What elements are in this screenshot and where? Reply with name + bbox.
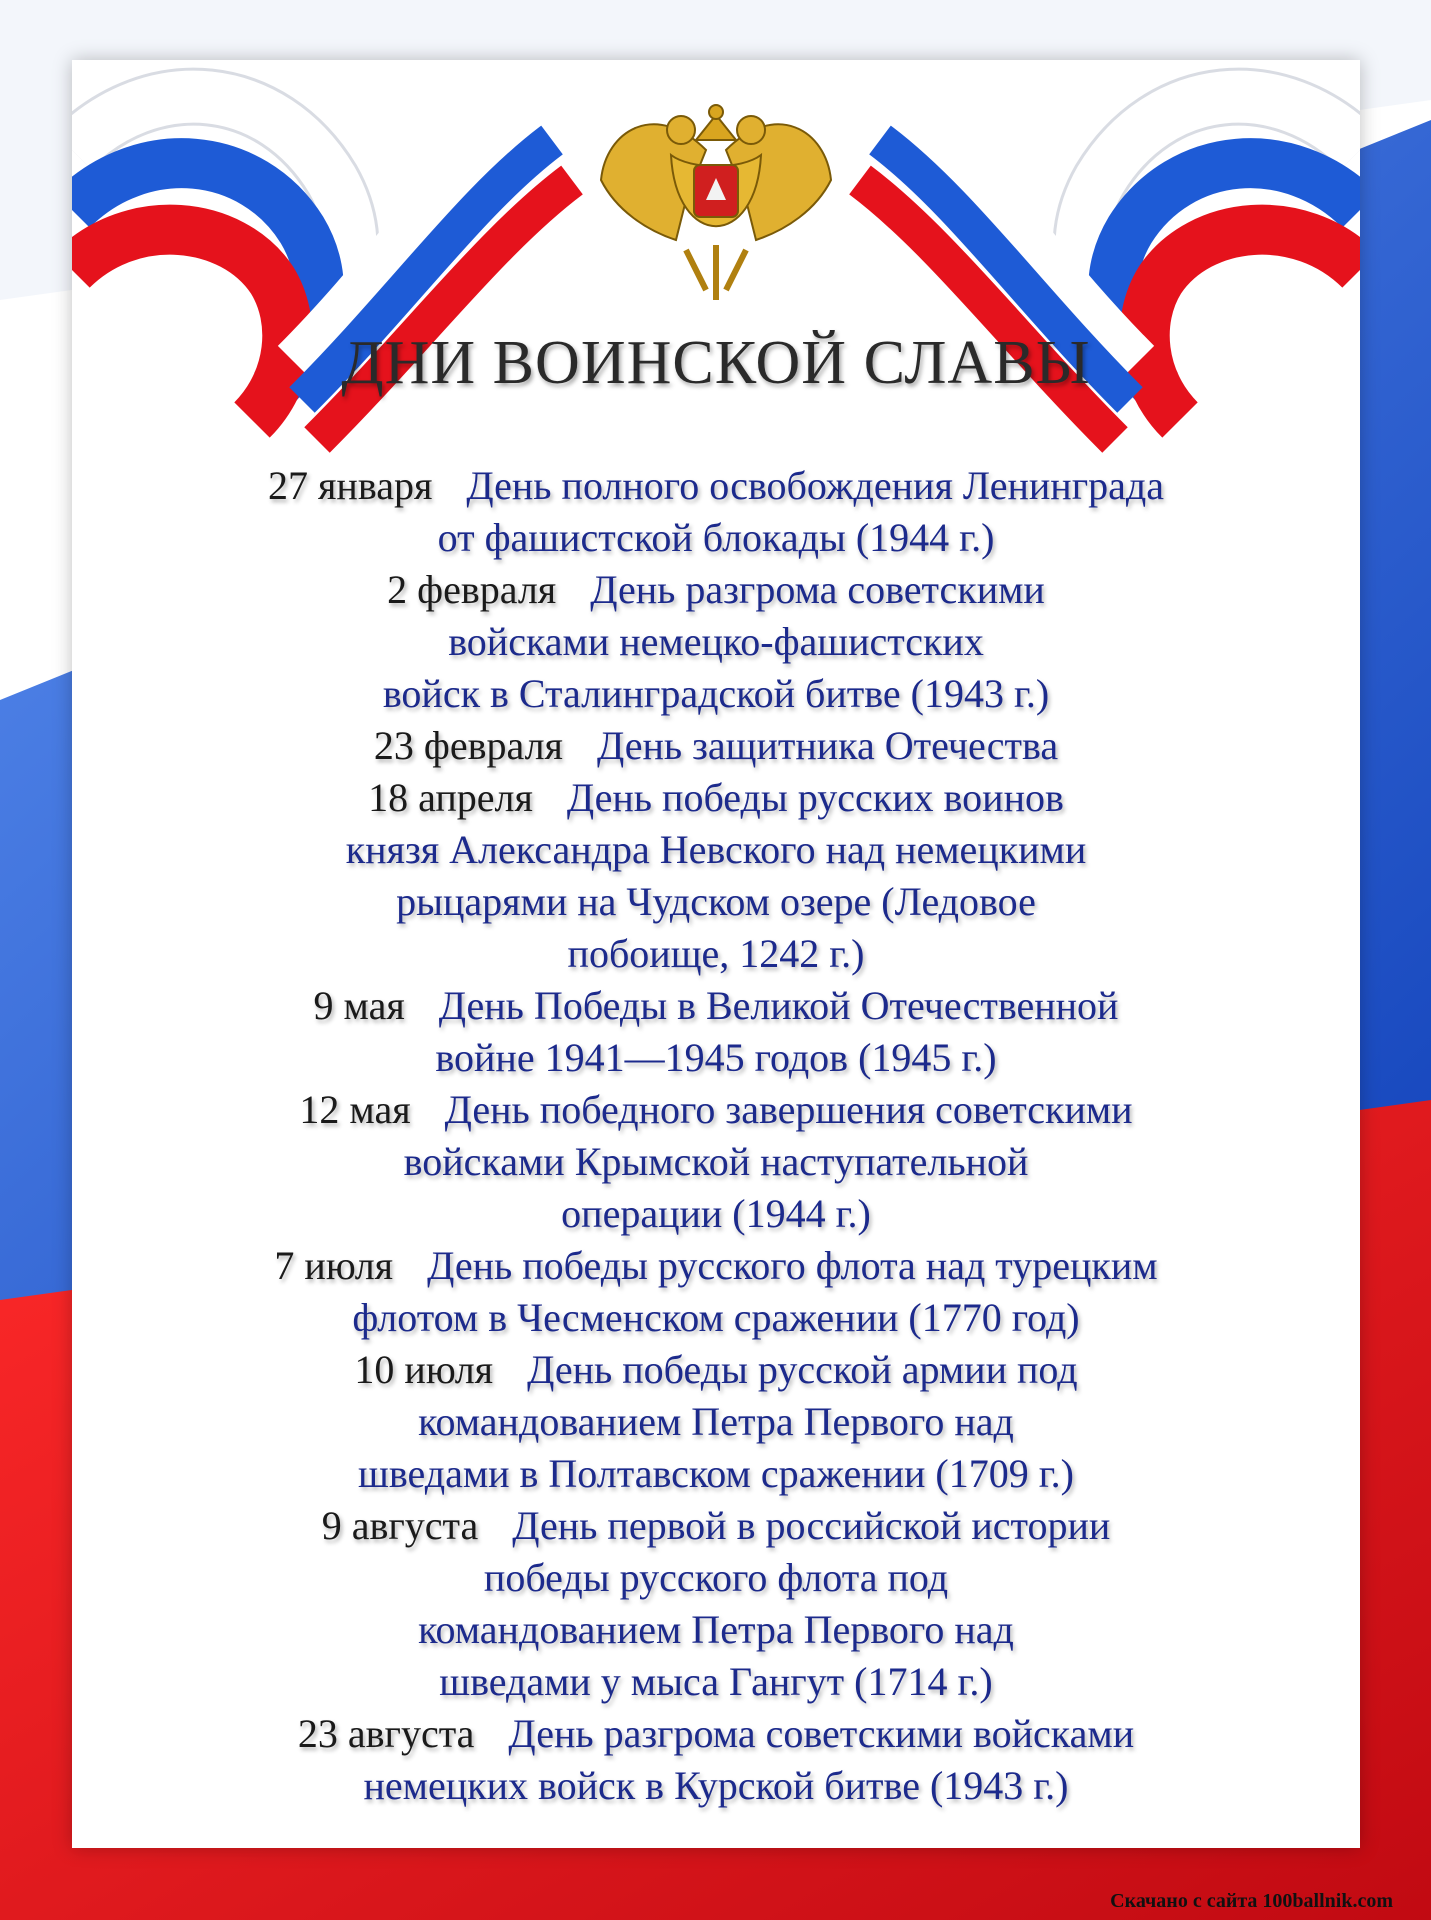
- entry-text: войск в Сталинградской битве (1943 г.): [382, 671, 1050, 716]
- entry-date: 10 июля: [354, 1347, 494, 1392]
- list-item: [120, 1084, 1312, 1240]
- entry-date: 9 августа: [321, 1503, 479, 1548]
- entry-date: 23 февраля: [373, 723, 563, 768]
- entry-date: 2 февраля: [387, 567, 557, 612]
- military-glory-days-list: [120, 460, 1312, 1812]
- entry-text: День победы русской армии под: [527, 1347, 1078, 1392]
- entry-text: День победного завершения советскими: [444, 1087, 1133, 1132]
- entry-text: войсками Крымской наступательной: [403, 1139, 1029, 1184]
- entry-date: 7 июля: [274, 1243, 394, 1288]
- entry-date: 27 января: [268, 463, 433, 508]
- entry-text: День полного освобождения Ленинграда: [466, 463, 1164, 508]
- tricolor-ribbon: [72, 60, 1360, 480]
- entry-text: День разгрома советскими войсками: [508, 1711, 1135, 1756]
- entry-date: 18 апреля: [368, 775, 533, 820]
- entry-text: День первой в российской истории: [512, 1503, 1111, 1548]
- entry-text: командованием Петра Первого над: [418, 1399, 1014, 1444]
- entry-text: войсками немецко-фашистских: [448, 619, 984, 664]
- entry-date: 9 мая: [313, 983, 405, 1028]
- list-item: [120, 1500, 1312, 1708]
- site-watermark: Скачано с сайта 100ballnik.com: [1110, 1890, 1393, 1912]
- entry-text: День защитника Отечества: [596, 723, 1059, 768]
- entry-text: немецких войск в Курской битве (1943 г.): [363, 1763, 1069, 1808]
- entry-text: флотом в Чесменском сражении (1770 год): [352, 1295, 1080, 1340]
- list-item: [120, 1240, 1312, 1344]
- entry-text: День победы русского флота над турецким: [427, 1243, 1158, 1288]
- entry-text: от фашистской блокады (1944 г.): [437, 515, 995, 560]
- entry-text: шведами у мыса Гангут (1714 г.): [439, 1659, 993, 1704]
- list-item: [120, 564, 1312, 720]
- list-item: [120, 1344, 1312, 1500]
- entry-date: 23 августа: [297, 1711, 475, 1756]
- entry-text: День Победы в Великой Отечественной: [438, 983, 1119, 1028]
- entry-text: День победы русских воинов: [566, 775, 1064, 820]
- entry-text: войне 1941—1945 годов (1945 г.): [435, 1035, 997, 1080]
- double-headed-eagle-icon: [601, 105, 831, 300]
- entry-text: День разгрома советскими: [590, 567, 1045, 612]
- list-item: [120, 772, 1312, 980]
- entry-text: командованием Петра Первого над: [418, 1607, 1014, 1652]
- entry-text: шведами в Полтавском сражении (1709 г.): [358, 1451, 1074, 1496]
- list-item: [120, 980, 1312, 1084]
- poster-title: ДНИ ВОИНСКОЙ СЛАВЫ: [341, 329, 1091, 397]
- list-item: [120, 1708, 1312, 1812]
- entry-text: рыцарями на Чудском озере (Ледовое: [396, 879, 1036, 924]
- list-item: [120, 720, 1312, 772]
- entry-text: победы русского флота под: [483, 1555, 949, 1600]
- entry-text: князя Александра Невского над немецкими: [345, 827, 1087, 872]
- entry-text: побоище, 1242 г.): [567, 931, 865, 976]
- entry-text: операции (1944 г.): [561, 1191, 871, 1236]
- entry-date: 12 мая: [299, 1087, 411, 1132]
- list-item: [120, 460, 1312, 564]
